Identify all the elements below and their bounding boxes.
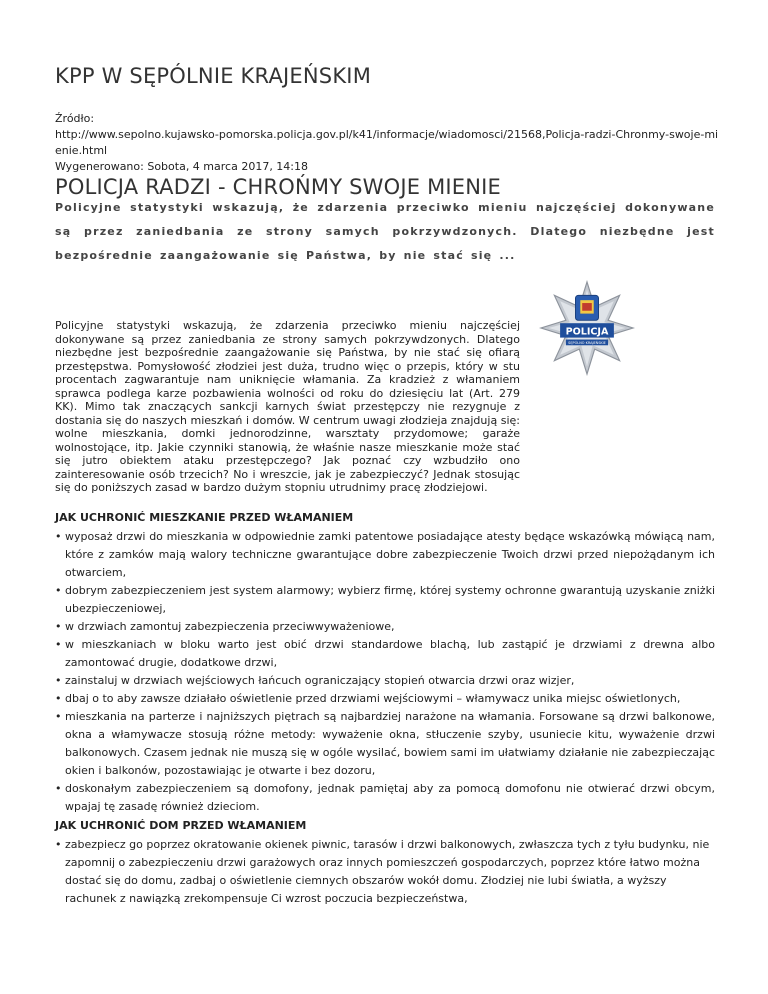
- source-url: http://www.sepolno.kujawsko-pomorska.policja.gov.pl/k41/informacje/wiadomosci/21568,Policja-radzi-Chronmy-swoje-mienie.html: [55, 128, 719, 157]
- section-heading-apartment: JAK UCHRONIĆ MIESZKANIE PRZED WŁAMANIEM: [55, 511, 354, 524]
- list-item: • dobrym zabezpieczeniem jest system alarmowy; wybierz firmę, której systemy ochronne gwarantują uzyskanie zniżki ubezpieczeniowej,: [55, 582, 715, 618]
- police-badge-logo: [539, 280, 635, 376]
- police-star-icon: [539, 280, 635, 376]
- list-item: • w mieszkaniach w bloku warto jest obić drzwi standardowe blachą, lub zastąpić je drzwiami z drewna albo zamontować drugie, dodatkowe drzwi,: [55, 636, 715, 672]
- source-label: Źródło:: [55, 112, 95, 125]
- site-title: KPP W SĘPÓLNIE KRAJEŃSKIM: [55, 64, 372, 88]
- source-meta: [55, 111, 720, 175]
- list-item: • doskonałym zabezpieczeniem są domofony, jednak pamiętaj aby za pomocą domofonu nie otwierać drzwi obcym, wpajaj tę zasadę również dzieciom.: [55, 780, 715, 816]
- list-item: • mieszkania na parterze i najniższych piętrach są najbardziej narażone na włamania. Forsowane są drzwi balkonowe, okna a włamywacze stosują różne metody: wyważenie okna, stłuczenie szyby, usuniecie kitu, wyważenie drzwi balkonowych. Czasem jednak nie muszą się w ogóle wysilać, bowiem sami im ułatwiamy działanie nie zabezpieczając okien i balkonów, pozostawiając je otwarte i bez dozoru,: [55, 708, 715, 780]
- logo-subtext: SĘPÓLNO KRAJEŃSKIE: [568, 340, 606, 345]
- logo-text: POLICJA: [565, 326, 609, 338]
- apartment-tips-list: [55, 528, 715, 816]
- article-title: POLICJA RADZI - CHROŃMY SWOJE MIENIE: [55, 175, 502, 199]
- generated-date: Wygenerowano: Sobota, 4 marca 2017, 14:18: [55, 160, 309, 173]
- article-intro: Policyjne statystyki wskazują, że zdarzenia przeciwko mieniu najczęściej dokonywane są przez zaniedbania ze strony samych pokrzywdzonych. Dlatego niezbędne jest bezpośrednie zaangażowanie się Państwa, by nie stać się ofiarą przestępstwa. Pomysłowość złodziei jest duża, trudno więc o przepis, który w stu procentach zagwarantuje nam uniknięcie włamania. Za kradzież z włamaniem sprawca podlega karze pozbawienia wolności od roku do dziesięciu lat (Art. 279 KK). Mimo tak znaczących sankcji karnych świat przestępczy nie rezygnuje z dostania się do naszych mieszkań i domów. W centrum uwagi złodzieja znajdują się: wolne mieszkania, domki jednorodzinne, warsztaty przydomowe; garaże wolnostojące, itp. Jakie czynniki stanowią, że właśnie nasze mieszkanie może stać się jutro obiektem ataku przestępczego? Jak poznać czy wzbudziło ono zainteresowanie osób trzecich? No i wreszcie, jak je zabezpieczyć? Jednak stosując się do poniższych zasad w bardzo dużym stopniu utrudnimy pracę złodziejowi.: [55, 319, 520, 494]
- list-item: • zabezpiecz go poprzez okratowanie okienek piwnic, tarasów i drzwi balkonowych, zwłaszcza tych z tyłu budynku, nie zapomnij o zabezpieczeniu drzwi garażowych oraz innych pomieszczeń gospodarczych, poprzez które łatwo można dostać się do domu, zadbaj o oświetlenie ciemnych obszarów wokół domu. Złodziej nie lubi światła, a wyższy rachunek z nawiązką zrekompensuje Ci wzrost poczucia bezpieczeństwa,: [55, 836, 715, 908]
- list-item: • w drzwiach zamontuj zabezpieczenia przeciwwyważeniowe,: [55, 618, 715, 636]
- list-item: • wyposaż drzwi do mieszkania w odpowiednie zamki patentowe posiadające atesty będące wskazówką mówiącą nam, które z zamków mają walory techniczne gwarantujące dobre zabezpieczenie Twoich drzwi przed niepożądanym ich otwarciem,: [55, 528, 715, 582]
- section-heading-house: JAK UCHRONIĆ DOM PRZED WŁAMANIEM: [55, 819, 307, 832]
- house-tips-list: [55, 836, 715, 908]
- article-lead: Policyjne statystyki wskazują, że zdarzenia przeciwko mieniu najczęściej dokonywane są przez zaniedbania ze strony samych pokrzywdzonych. Dlatego niezbędne jest bezpośrednie zaangażowanie się Państwa, by nie stać się ...: [55, 201, 715, 262]
- list-item: • dbaj o to aby zawsze działało oświetlenie przed drzwiami wejściowymi – włamywacz unika miejsc oświetlonych,: [55, 690, 715, 708]
- list-item: • zainstaluj w drzwiach wejściowych łańcuch ograniczający stopień otwarcia drzwi oraz wizjer,: [55, 672, 715, 690]
